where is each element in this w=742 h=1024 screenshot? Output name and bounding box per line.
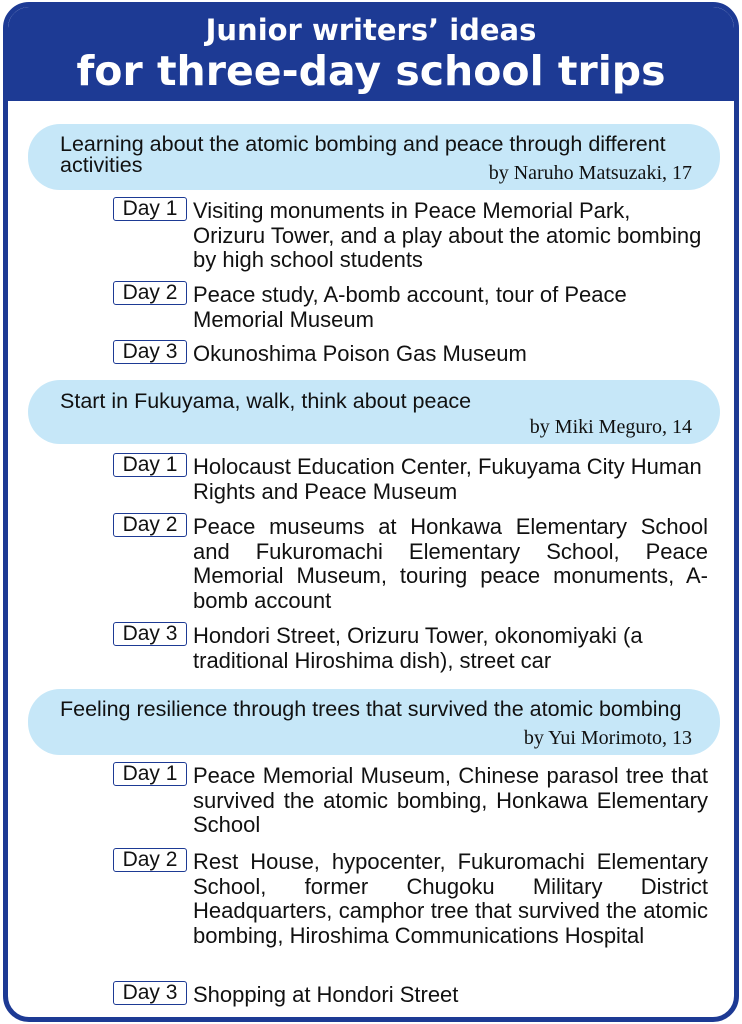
day-label-2-1: Day 1 (113, 453, 187, 477)
trip-byline-1: by Naruho Matsuzaki, 17 (488, 162, 692, 184)
day-text-1-2: Peace study, A-bomb account, tour of Peace Memorial Museum (193, 282, 627, 332)
day-text-3-3: Shopping at Hondori Street (193, 982, 459, 1007)
day-text-2-1: Holocaust Education Center, Fukuyama City Human Rights and Peace Museum (193, 454, 702, 504)
title-line-2: for three-day school trips (76, 47, 666, 95)
title-line-1: Junior writers’ ideas (205, 13, 537, 47)
article-frame (3, 2, 739, 1022)
day-label-3-2: Day 2 (113, 848, 187, 872)
trip-banner-2 (28, 380, 720, 444)
trip-title-1: Learning about the atomic bombing and peace through different activities (60, 132, 666, 177)
trip-banner-3 (28, 689, 720, 755)
day-text-3-2: Rest House, hypocenter, Fukuromachi Elementary School, former Chugoku Military District Headquarters, camphor tree that survived the atomic bombing, Hiroshima Communications Hospital (193, 849, 708, 948)
day-text-2-3: Hondori Street, Orizuru Tower, okonomiyaki (a traditional Hiroshima dish), street car (193, 623, 643, 673)
day-label-3-1: Day 1 (113, 762, 187, 786)
trip-banner-1 (28, 124, 720, 190)
day-text-1-1: Visiting monuments in Peace Memorial Park, Orizuru Tower, and a play about the atomic bombing by high school students (193, 198, 702, 272)
day-label-1-1: Day 1 (113, 197, 187, 221)
day-text-1-3: Okunoshima Poison Gas Museum (193, 341, 527, 366)
day-label-1-2: Day 2 (113, 281, 187, 305)
trip-title-2: Start in Fukuyama, walk, think about peace (60, 389, 472, 413)
trip-title-3: Feeling resilience through trees that survived the atomic bombing (60, 697, 682, 721)
trip-byline-3: by Yui Morimoto, 13 (523, 727, 692, 749)
day-text-3-1: Peace Memorial Museum, Chinese parasol tree that survived the atomic bombing, Honkawa Elementary School (193, 763, 708, 837)
day-label-3-3: Day 3 (113, 981, 187, 1005)
day-label-1-3: Day 3 (113, 340, 187, 364)
header-bar (8, 7, 734, 101)
day-text-2-2: Peace museums at Honkawa Elementary School and Fukuromachi Elementary School, Peace Memorial Museum, touring peace monuments, A-bomb account (193, 514, 708, 613)
trip-byline-2: by Miki Meguro, 14 (529, 416, 692, 438)
day-label-2-2: Day 2 (113, 513, 187, 537)
day-label-2-3: Day 3 (113, 622, 187, 646)
